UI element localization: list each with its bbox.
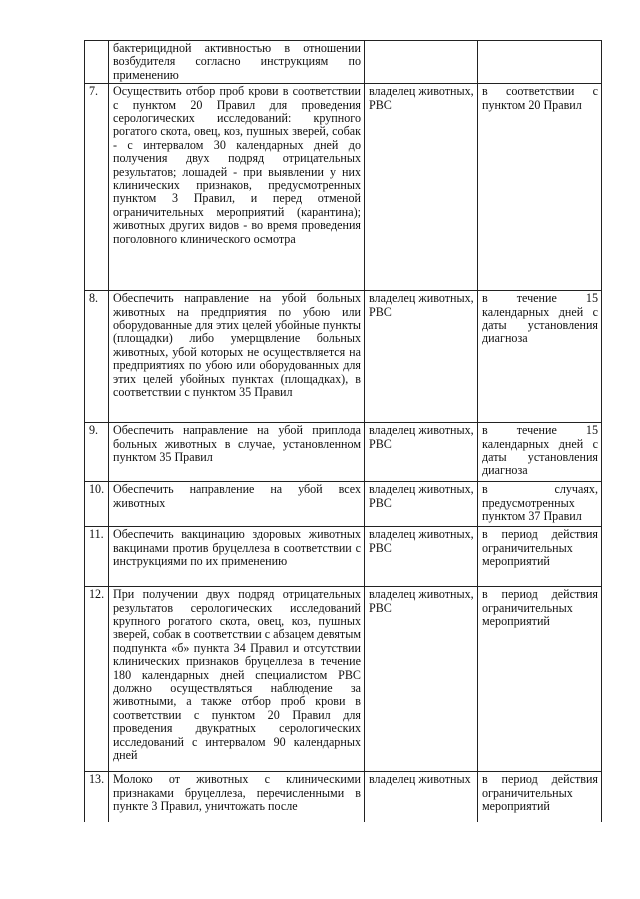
table-row xyxy=(85,527,602,587)
row-action: бактерицидной активностью в отношении возбудителя согласно инструкциям по применению xyxy=(109,41,365,84)
row-responsible xyxy=(365,41,478,84)
table-row xyxy=(85,41,602,84)
row-term: в течение 15 календарных дней с даты установления диагноза xyxy=(478,291,602,423)
row-responsible: владелец животных, РВС xyxy=(365,84,478,291)
row-action: При получении двух подряд отрицательных результатов серологических исследований крупного рогатого скота, овец, коз, пушных зверей, собак в соответствии с абзацем девятым подпункта «б» пункта 34 Правил и отсутствии клинических признаков бруцеллеза в течение 180 календарных дней специалистом РВС должно осуществляться наблюдение за животными, а также отбор проб крови в соответствии с пунктом 20 Правил для проведения двукратных серологических исследований с интервалом 90 календарных дней xyxy=(109,587,365,772)
row-responsible: владелец животных, РВС xyxy=(365,423,478,482)
table-row xyxy=(85,587,602,772)
row-number: 13. xyxy=(85,772,109,822)
row-number: 7. xyxy=(85,84,109,291)
row-action: Обеспечить направление на убой больных животных на предприятия по убою или оборудованные для этих целей убойные пункты (площадки) либо умерщвление больных животных, убой которых не осуществляется на предприятиях по убою или оборудованных для этих целей убойных пунктах (площадках), в соответствии с пунктом 35 Правил xyxy=(109,291,365,423)
table-row xyxy=(85,772,602,822)
table-row xyxy=(85,291,602,423)
row-number: 10. xyxy=(85,482,109,527)
row-action: Молоко от животных с клиническими признаками бруцеллеза, перечисленными в пункте 3 Правил, уничтожать после xyxy=(109,772,365,822)
row-number: 12. xyxy=(85,587,109,772)
row-number xyxy=(85,41,109,84)
row-action: Осуществить отбор проб крови в соответствии с пунктом 20 Правил для проведения серологических исследований: крупного рогатого скота, овец, коз, пушных зверей, собак - с интервалом 30 календарных дней до получения двух подряд отрицательных результатов; лошадей - при выявлении у них клинических признаков, предусмотренных пунктом 3 Правил, и перед отменой ограничительных мероприятий (карантина); животных других видов - во время проведения поголовного клинического осмотра xyxy=(109,84,365,291)
row-action: Обеспечить направление на убой всех животных xyxy=(109,482,365,527)
row-responsible: владелец животных, РВС xyxy=(365,587,478,772)
row-responsible: владелец животных xyxy=(365,772,478,822)
row-term: в период действия ограничительных мероприятий xyxy=(478,772,602,822)
row-term xyxy=(478,41,602,84)
row-term: в период действия ограничительных мероприятий xyxy=(478,587,602,772)
row-responsible: владелец животных, РВС xyxy=(365,527,478,587)
row-responsible: владелец животных, РВС xyxy=(365,482,478,527)
row-responsible: владелец животных, РВС xyxy=(365,291,478,423)
row-term: в период действия ограничительных мероприятий xyxy=(478,527,602,587)
table-row xyxy=(85,482,602,527)
measures-table xyxy=(84,40,602,822)
table-row xyxy=(85,423,602,482)
row-number: 8. xyxy=(85,291,109,423)
row-number: 11. xyxy=(85,527,109,587)
row-term: в течение 15 календарных дней с даты установления диагноза xyxy=(478,423,602,482)
row-term: в случаях, предусмотренных пунктом 37 Правил xyxy=(478,482,602,527)
row-term: в соответствии с пунктом 20 Правил xyxy=(478,84,602,291)
table-row xyxy=(85,84,602,291)
row-action: Обеспечить направление на убой приплода больных животных в случае, установленном пунктом 35 Правил xyxy=(109,423,365,482)
row-action: Обеспечить вакцинацию здоровых животных вакцинами против бруцеллеза в соответствии с инструкциями по их применению xyxy=(109,527,365,587)
row-number: 9. xyxy=(85,423,109,482)
